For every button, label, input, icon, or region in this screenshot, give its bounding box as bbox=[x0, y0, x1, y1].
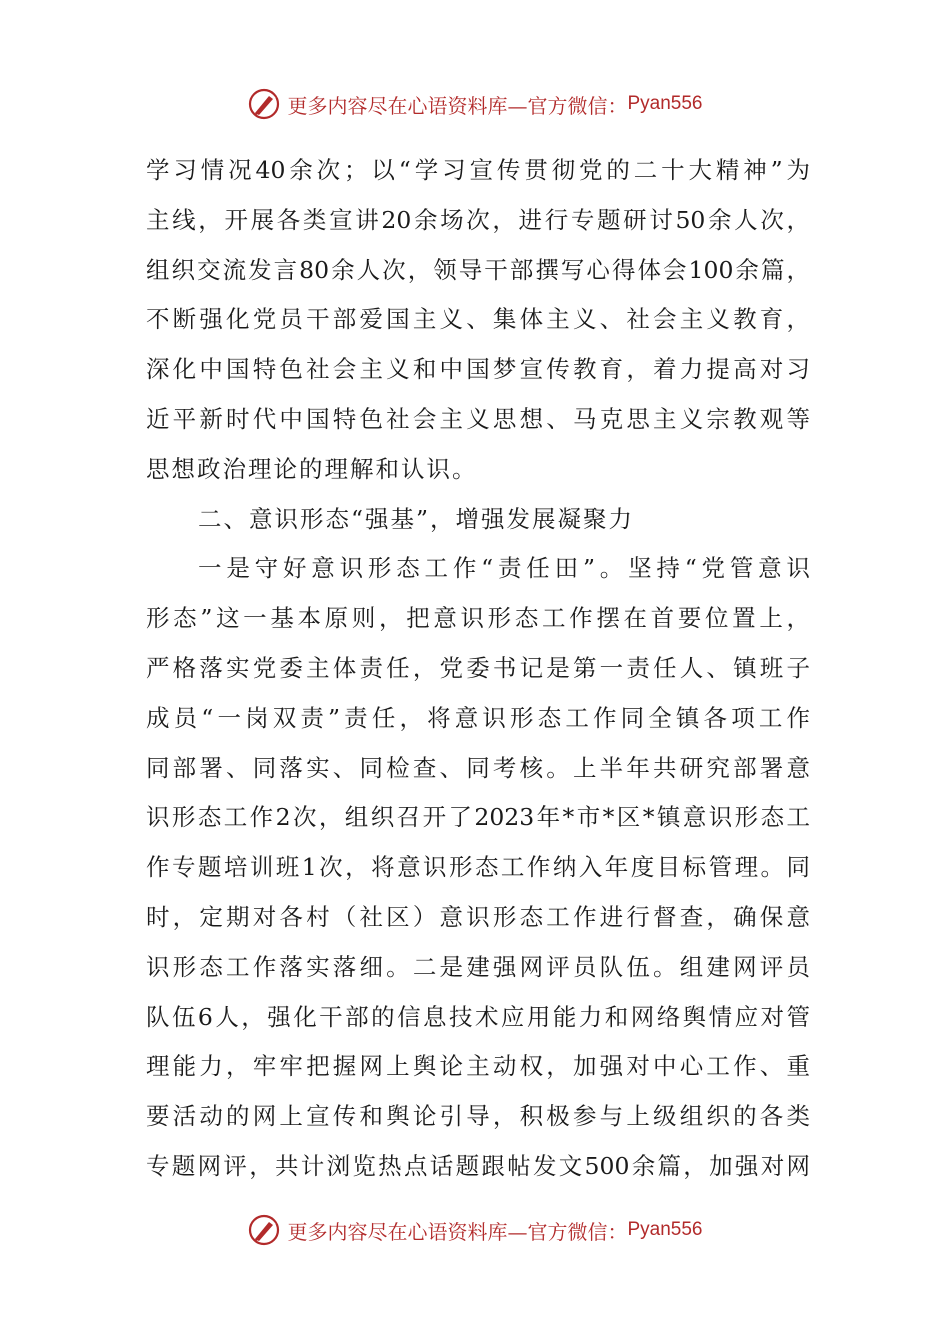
body-line: 一是守好意识形态工作“责任田”。坚持“党管意识 bbox=[198, 554, 810, 583]
header-wechat-label: 官方微信： bbox=[527, 93, 628, 118]
body-line: 思想政治理论的理解和认识。 bbox=[146, 454, 478, 483]
body-line: 队伍6人，强化干部的信息技术应用能力和网络舆情应对管 bbox=[146, 1002, 810, 1031]
header-watermark bbox=[0, 84, 950, 124]
body-line: 深化中国特色社会主义和中国梦宣传教育，着力提高对习 bbox=[146, 355, 810, 384]
body-line: 主线，开展各类宣讲20余场次，进行专题研讨50余人次， bbox=[146, 205, 810, 234]
footer-slogan: 更多内容尽在心语资料库— bbox=[287, 1219, 528, 1244]
body-line: 同部署、同落实、同检查、同考核。上半年共研究部署意 bbox=[146, 753, 810, 782]
body-line: 理能力，牢牢把握网上舆论主动权，加强对中心工作、重 bbox=[146, 1052, 810, 1081]
body-line: 学习情况40余次；以“学习宣传贯彻党的二十大精神”为 bbox=[146, 156, 810, 184]
body-line: 成员“一岗双责”责任，将意识形态工作同全镇各项工作 bbox=[146, 703, 810, 732]
body-line: 不断强化党员干部爱国主义、集体主义、社会主义教育， bbox=[146, 305, 810, 334]
pen-logo-icon bbox=[247, 1213, 281, 1247]
body-line: 形态”这一基本原则，把意识形态工作摆在首要位置上， bbox=[146, 604, 810, 633]
footer-wechat-handle: Pyan556 bbox=[627, 1219, 703, 1240]
footer-watermark bbox=[0, 1210, 950, 1250]
body-line: 近平新时代中国特色社会主义思想、马克思主义宗教观等 bbox=[146, 404, 810, 433]
header-wechat-handle: Pyan556 bbox=[627, 93, 703, 114]
header-slogan: 更多内容尽在心语资料库— bbox=[287, 93, 528, 118]
body-line: 组织交流发言80余人次，领导干部撰写心得体会100余篇， bbox=[146, 255, 810, 284]
body-line: 作专题培训班1次，将意识形态工作纳入年度目标管理。同 bbox=[146, 853, 810, 882]
footer-wechat-label: 官方微信： bbox=[527, 1219, 628, 1244]
body-line: 严格落实党委主体责任，党委书记是第一责任人、镇班子 bbox=[146, 653, 810, 682]
body-line: 识形态工作2次，组织召开了2023年*市*区*镇意识形态工 bbox=[146, 803, 810, 832]
body-line: 时，定期对各村（社区）意识形态工作进行督查，确保意 bbox=[146, 902, 810, 931]
pen-logo-icon bbox=[247, 87, 281, 121]
body-line: 识形态工作落实落细。二是建强网评员队伍。组建网评员 bbox=[146, 952, 810, 981]
body-line: 专题网评，共计浏览热点话题跟帖发文500余篇，加强对网 bbox=[146, 1151, 810, 1180]
body-line: 要活动的网上宣传和舆论引导，积极参与上级组织的各类 bbox=[146, 1102, 810, 1131]
document-body bbox=[146, 146, 810, 1192]
section-heading: 二、意识形态“强基”，增强发展凝聚力 bbox=[198, 504, 635, 533]
